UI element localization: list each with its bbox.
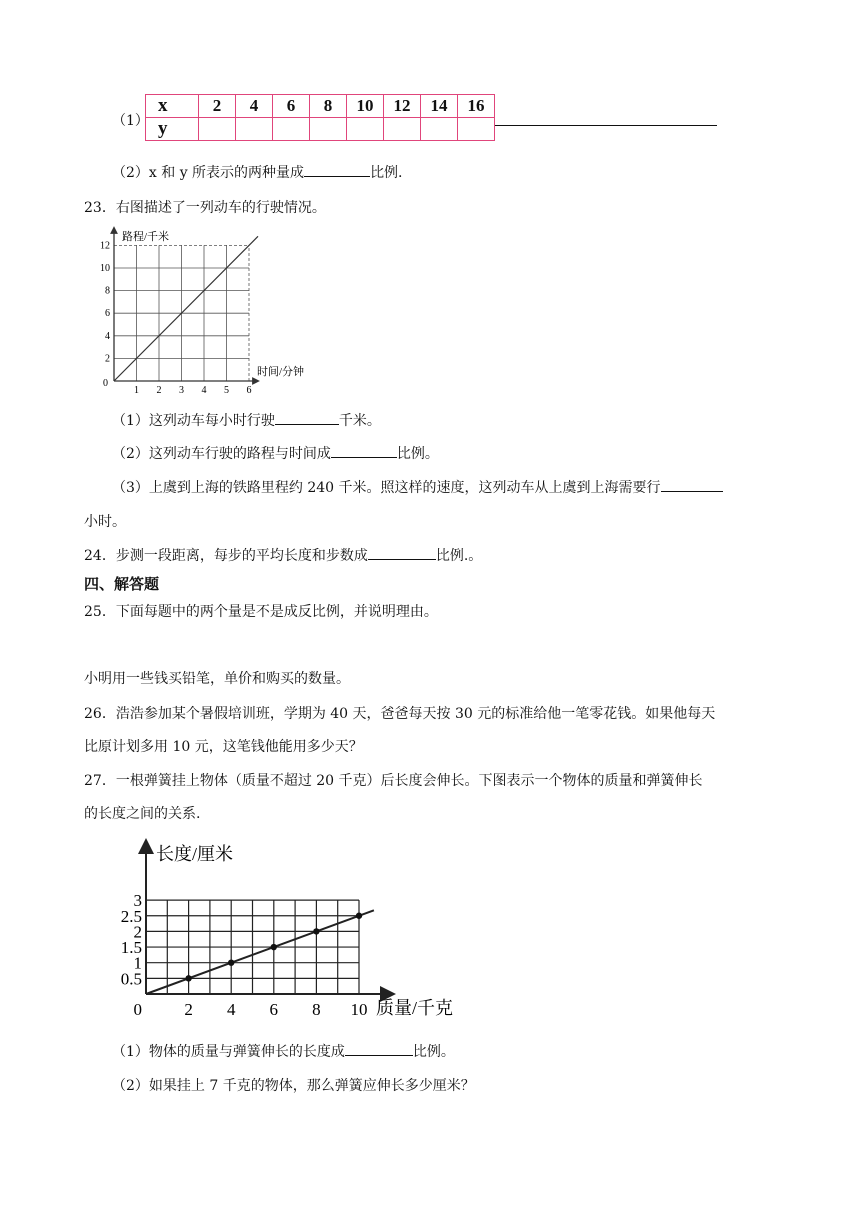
q22-part1-label: （1）: [112, 113, 149, 129]
x-tick-label: 3: [179, 385, 184, 394]
y-tick-label: 8: [105, 285, 110, 297]
q23-p2-text: （2）这列动车行驶的路程与时间成: [112, 446, 331, 462]
q22-part2-text: （2）x 和 y 所表示的两种量成: [112, 165, 305, 181]
q23-p1-text: （1）这列动车每小时行驶: [112, 413, 275, 429]
q24: [84, 545, 482, 565]
answer-blank[interactable]: [345, 1041, 413, 1056]
x-value-cell: 6: [273, 95, 310, 118]
y-answer-cell[interactable]: [458, 118, 495, 141]
q27-p1-text: （1）物体的质量与弹簧伸长的长度成: [112, 1044, 345, 1060]
y-answer-cell[interactable]: [310, 118, 347, 141]
q25-item: 小明用一些钱买铅笔，单价和购买的数量。: [84, 671, 350, 687]
data-point: [185, 975, 191, 981]
q23-p3-cont: 小时。: [84, 514, 126, 530]
q24-text: 24．步测一段距离，每步的平均长度和步数成: [84, 548, 368, 564]
origin-label: 0: [103, 378, 108, 389]
q27-p1: [112, 1041, 455, 1061]
x-value-cell: 4: [236, 95, 273, 118]
y-tick-label: 2.5: [120, 906, 142, 926]
train-chart: [96, 224, 316, 394]
y-tick-label: 10: [100, 263, 110, 274]
origin-label: 0: [133, 1000, 142, 1019]
y-answer-cell[interactable]: [273, 118, 310, 141]
q23-p3-text: （3）上虞到上海的铁路里程约 240 千米。照这样的速度，这列动车从上虞到上海需要行: [112, 480, 661, 496]
data-point: [313, 928, 319, 934]
data-point: [228, 960, 234, 966]
y-answer-cell[interactable]: [384, 118, 421, 141]
spring-chart: [108, 838, 488, 1023]
y-tick-label: 2: [105, 353, 110, 365]
section-title: 四、解答题: [84, 575, 160, 593]
x-axis-label: 时间/分钟: [257, 366, 305, 378]
q26-line1: 26．浩浩参加某个暑假培训班，学期为 40 天，爸爸每天按 30 元的标准给他一笔零花钱。如果他每天: [84, 706, 716, 722]
x-tick-label: 1: [134, 385, 139, 394]
q24-suffix: 比例.。: [435, 548, 483, 564]
y-tick-label: 1.5: [120, 938, 142, 958]
q27-line1: 27．一根弹簧挂上物体（质量不超过 20 千克）后长度会伸长。下图表示一个物体的质量和弹簧伸长: [84, 773, 703, 789]
answer-line: [495, 125, 717, 126]
q23-p1-suffix: 千米。: [338, 413, 381, 429]
x-value-cell: 12: [384, 95, 421, 118]
answer-blank[interactable]: [275, 410, 339, 425]
x-tick-label: 5: [224, 385, 229, 394]
data-point: [356, 913, 362, 919]
answer-blank[interactable]: [368, 545, 436, 560]
x-tick-label: 8: [312, 1000, 321, 1019]
q27-p2: （2）如果挂上 7 千克的物体，那么弹簧应伸长多少厘米？: [112, 1078, 475, 1094]
x-value-cell: 16: [458, 95, 495, 118]
y-tick-label: 2: [133, 922, 142, 942]
x-tick-label: 6: [269, 1000, 279, 1019]
x-tick-label: 10: [350, 1000, 368, 1019]
x-row: [146, 95, 495, 118]
y-row: [146, 118, 495, 141]
x-tick-label: 4: [201, 385, 207, 394]
q23-p1: [112, 410, 381, 430]
x-value-cell: 14: [421, 95, 458, 118]
y-header: y: [146, 118, 199, 141]
q22-part2: [112, 162, 403, 182]
y-answer-cell[interactable]: [236, 118, 273, 141]
answer-blank[interactable]: [304, 162, 370, 177]
series-line: [114, 236, 258, 381]
x-value-cell: 2: [199, 95, 236, 118]
y-tick-label: 1: [133, 953, 142, 973]
y-tick-label: 6: [105, 308, 110, 320]
y-tick-label: 4: [105, 330, 110, 342]
x-tick-label: 2: [184, 1000, 193, 1019]
series-line: [146, 910, 374, 994]
x-tick-label: 6: [246, 385, 252, 394]
y-answer-cell[interactable]: [199, 118, 236, 141]
x-value-cell: 8: [310, 95, 347, 118]
y-answer-cell[interactable]: [421, 118, 458, 141]
q23-p2: [112, 443, 439, 463]
q22-part2-suffix: 比例.: [370, 165, 403, 181]
q23-stem: 23．右图描述了一列动车的行驶情况。: [84, 200, 326, 216]
x-value-cell: 10: [347, 95, 384, 118]
answer-blank[interactable]: [661, 477, 723, 492]
x-axis-label: 质量/千克: [376, 998, 454, 1018]
y-tick-label: 0.5: [120, 969, 142, 989]
xy-table: [145, 94, 495, 141]
y-tick-label: 3: [133, 891, 142, 911]
y-axis-label: 路程/千米: [122, 231, 170, 243]
x-tick-label: 4: [226, 1000, 236, 1019]
q25-stem: 25．下面每题中的两个量是不是成反比例，并说明理由。: [84, 604, 438, 620]
q23-p2-suffix: 比例。: [396, 446, 439, 462]
y-tick-label: 12: [100, 240, 110, 252]
x-header: x: [146, 95, 199, 118]
x-tick-label: 2: [156, 385, 162, 394]
y-axis-label: 长度/厘米: [156, 844, 234, 864]
q23-p3: [112, 477, 723, 497]
q27-line2: 的长度之间的关系.: [84, 806, 201, 822]
answer-blank[interactable]: [331, 443, 397, 458]
chart-grid: [146, 900, 359, 994]
y-answer-cell[interactable]: [347, 118, 384, 141]
q26-line2: 比原计划多用 10 元，这笔钱他能用多少天？: [84, 739, 363, 755]
data-point: [271, 944, 277, 950]
q27-p1-suffix: 比例。: [412, 1044, 455, 1060]
